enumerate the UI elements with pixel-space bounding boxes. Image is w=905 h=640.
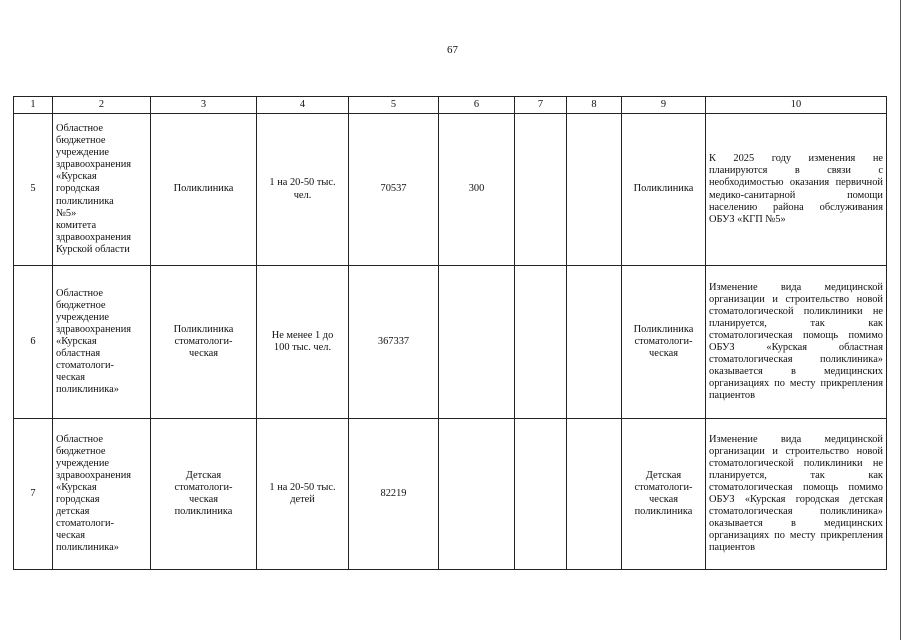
table-row xyxy=(14,266,887,419)
table-row xyxy=(14,114,887,266)
page-number: 67 xyxy=(447,44,458,56)
population-value: 367337 xyxy=(349,266,439,419)
population-value: 70537 xyxy=(349,114,439,266)
capacity-norm: Не менее 1 до 100 тыс. чел. xyxy=(257,266,349,419)
organization-name: Областное бюджетное учреждение здравоохранения «Курская городская поликлиника №5» комитета здравоохранения Курской области xyxy=(53,114,151,266)
header-cell: 4 xyxy=(257,97,349,114)
capacity-norm: 1 на 20-50 тыс. чел. xyxy=(257,114,349,266)
row-number: 7 xyxy=(14,419,53,570)
header-cell: 5 xyxy=(349,97,439,114)
planned-type: Детская стоматологи- ческая поликлиника xyxy=(622,419,706,570)
header-cell: 10 xyxy=(706,97,887,114)
scan-edge-line xyxy=(900,0,901,640)
note-text: Изменение вида медицинской организации и строительство новой стоматологической поликлиники не планируется, так как стоматологическая помощь помимо ОБУЗ «Курская городская детская стоматологическая поликлиника» оказывается в медицинских организациях по месту прикрепления пациентов xyxy=(706,419,887,570)
column-8-value xyxy=(567,266,622,419)
planned-type: Поликлиника стоматологи- ческая xyxy=(622,266,706,419)
column-8-value xyxy=(567,114,622,266)
visits-value xyxy=(439,419,515,570)
header-row xyxy=(14,97,887,114)
row-number: 5 xyxy=(14,114,53,266)
header-cell: 8 xyxy=(567,97,622,114)
column-7-value xyxy=(515,114,567,266)
table-row xyxy=(14,419,887,570)
facility-type: Детская стоматологи- ческая поликлиника xyxy=(151,419,257,570)
organization-name: Областное бюджетное учреждение здравоохранения «Курская областная стоматологи- ческая поликлиника» xyxy=(53,266,151,419)
column-8-value xyxy=(567,419,622,570)
population-value: 82219 xyxy=(349,419,439,570)
column-7-value xyxy=(515,419,567,570)
note-text: Изменение вида медицинской организации и строительство новой стоматологической поликлиники не планируется, так как стоматологическая помощь помимо ОБУЗ «Курская областная стоматологическая поликлиника» оказывается в медицинских организациях по месту прикрепления пациентов xyxy=(706,266,887,419)
organization-name: Областное бюджетное учреждение здравоохранения «Курская городская детская стоматологи- ческая поликлиника» xyxy=(53,419,151,570)
capacity-norm: 1 на 20-50 тыс. детей xyxy=(257,419,349,570)
header-cell: 3 xyxy=(151,97,257,114)
header-cell: 6 xyxy=(439,97,515,114)
facilities-table xyxy=(13,96,887,570)
facility-type: Поликлиника стоматологи- ческая xyxy=(151,266,257,419)
header-cell: 7 xyxy=(515,97,567,114)
header-cell: 1 xyxy=(14,97,53,114)
row-number: 6 xyxy=(14,266,53,419)
planned-type: Поликлиника xyxy=(622,114,706,266)
visits-value: 300 xyxy=(439,114,515,266)
note-text: К 2025 году изменения не планируются в связи с необходимостью оказания первичной медико-санитарной помощи населению района обслуживания ОБУЗ «КГП №5» xyxy=(706,114,887,266)
column-7-value xyxy=(515,266,567,419)
visits-value xyxy=(439,266,515,419)
header-cell: 9 xyxy=(622,97,706,114)
facility-type: Поликлиника xyxy=(151,114,257,266)
header-cell: 2 xyxy=(53,97,151,114)
